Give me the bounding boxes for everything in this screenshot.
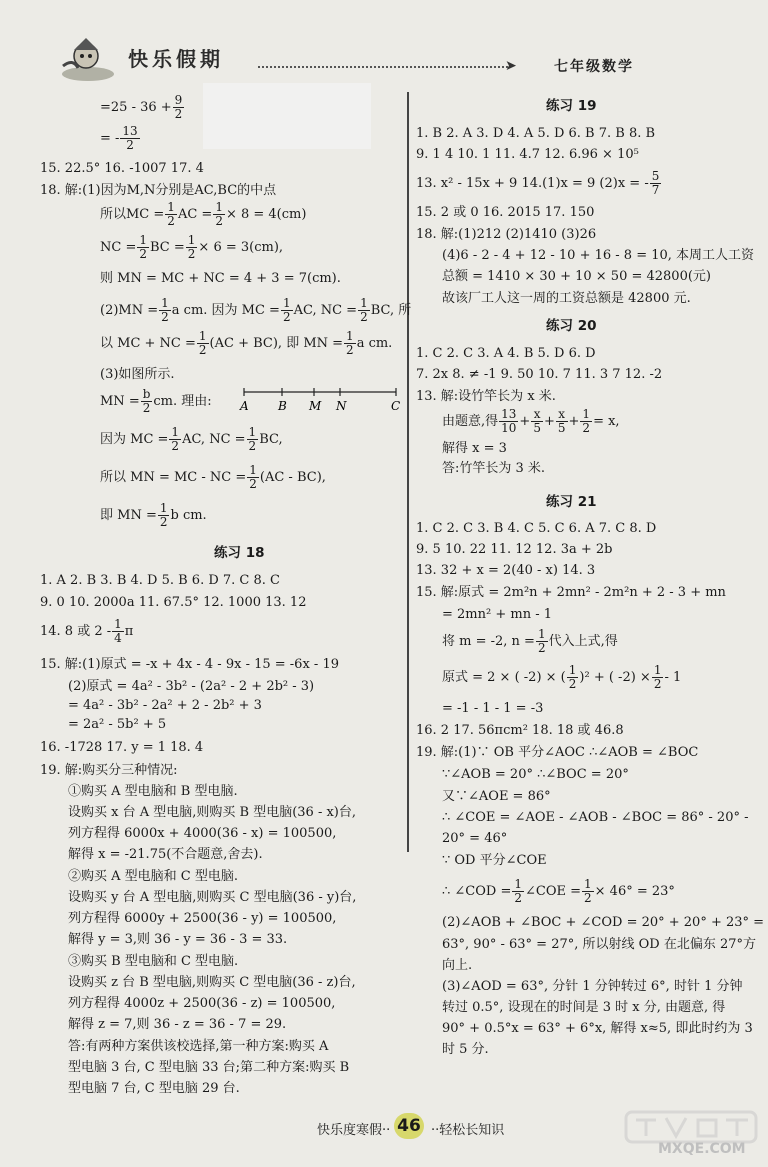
- answer-line: 以 MC + NC = $\frac{1}{2}$ (AC + BC), 即 MN = $\frac{1}{2}$ a cm.: [100, 329, 393, 357]
- answer-line: ∵ OD 平分∠COE: [442, 853, 547, 868]
- watermark-text: MXQE.COM: [658, 1141, 746, 1157]
- answer-line: 14. 8 或 2 - $\frac{1}{4}$ π: [40, 617, 134, 645]
- answer-line: (2)MN = $\frac{1}{2}$ a cm. 因为 MC = $\frac{1}{2}$ AC, NC = $\frac{1}{2}$ BC, 所: [100, 296, 412, 324]
- answer-line: 解得 x = -21.75(不合题意,舍去).: [68, 847, 263, 862]
- answer-line: 9. 0 10. 2000a 11. 67.5° 12. 1000 13. 12: [40, 595, 307, 610]
- answer-line: 18. 解:(1)因为M,N分别是AC,BC的中点: [40, 183, 277, 198]
- answer-line: (3)如图所示.: [100, 367, 175, 382]
- answer-line: 15. 解:(1)原式 = -x + 4x - 4 - 9x - 15 = -6x - 19: [40, 657, 339, 672]
- answer-line: 列方程得 4000z + 2500(36 - z) = 100500,: [68, 996, 336, 1011]
- section-title: 练习 21: [546, 494, 597, 510]
- answer-line: (2)原式 = 4a² - 3b² - (2a² - 2 + 2b² - 3): [68, 679, 315, 694]
- answer-line: = -1 - 1 - 1 = -3: [442, 701, 544, 716]
- answer-line: 设购买 z 台 B 型电脑,则购买 C 型电脑(36 - z)台,: [68, 975, 356, 990]
- answer-line: 设购买 x 台 A 型电脑,则购买 B 型电脑(36 - x)台,: [68, 805, 357, 820]
- answer-line: (3)∠AOD = 63°, 分针 1 分钟转过 6°, 时针 1 分钟: [442, 979, 743, 994]
- point-label-c: C: [391, 399, 401, 413]
- answer-line: 19. 解:购买分三种情况:: [40, 763, 178, 778]
- answer-line: MN = $\frac{b}{2}$ cm. 理由:: [100, 387, 212, 415]
- answer-line: 将 m = -2, n = $\frac{1}{2}$ 代入上式,得: [442, 627, 618, 655]
- answer-line: NC = $\frac{1}{2}$ BC = $\frac{1}{2}$ × 6 = 3(cm),: [100, 233, 284, 261]
- redacted-block: [203, 83, 371, 149]
- answer-line: 1. C 2. C 3. B 4. C 5. C 6. A 7. C 8. D: [416, 521, 657, 536]
- answer-line: 总额 = 1410 × 30 + 10 × 50 = 42800(元): [442, 269, 711, 284]
- answer-line: 9. 1 4 10. 1 11. 4.7 12. 6.96 × 10⁵: [416, 147, 639, 162]
- answer-line: 设购买 y 台 A 型电脑,则购买 C 型电脑(36 - y)台,: [68, 890, 357, 905]
- answer-line: 即 MN = $\frac{1}{2}$ b cm.: [100, 501, 207, 529]
- answer-line: 15. 22.5° 16. -1007 17. 4: [40, 161, 204, 176]
- arrow-right-icon: ➤: [505, 58, 517, 74]
- answer-line: ②购买 A 型电脑和 C 型电脑.: [68, 869, 238, 884]
- answer-line: 15. 2 或 0 16. 2015 17. 150: [416, 205, 595, 220]
- answer-line: 向上.: [442, 958, 473, 973]
- answer-line: 16. 2 17. 56πcm² 18. 18 或 46.8: [416, 723, 624, 738]
- answer-line: 型电脑 3 台, C 型电脑 33 台;第二种方案:购买 B: [68, 1060, 350, 1075]
- answer-line: 又∵∠AOE = 86°: [442, 789, 551, 804]
- answer-line: 所以MC = $\frac{1}{2}$ AC = $\frac{1}{2}$ × 8 = 4(cm): [100, 200, 307, 228]
- answer-line: ①购买 A 型电脑和 B 型电脑.: [68, 784, 238, 799]
- answer-line: ∴ ∠COD = $\frac{1}{2}$ ∠COE = $\frac{1}{2}$ × 46° = 23°: [442, 877, 675, 905]
- page-header: [0, 0, 768, 92]
- line-segment-diagram: [238, 386, 404, 414]
- footer-left-text: 快乐度寒假··: [317, 1123, 391, 1138]
- answer-line: 90° + 0.5°x = 63° + 6°x, 解得 x≈5, 即此时约为 3: [442, 1021, 753, 1036]
- answer-line: 时 5 分.: [442, 1042, 489, 1057]
- answer-line: 13. 解:设竹竿长为 x 米.: [416, 389, 556, 404]
- answer-line: 因为 MC = $\frac{1}{2}$ AC, NC = $\frac{1}{2}$ BC,: [100, 425, 283, 453]
- answer-line: = 2mn² + mn - 1: [442, 607, 552, 622]
- answer-line: ∴ ∠COE = ∠AOE - ∠AOB - ∠BOC = 86° - 20° -: [442, 810, 749, 825]
- column-divider: [407, 92, 409, 852]
- answer-line: 解得 x = 3: [442, 441, 507, 456]
- answer-line: 20° = 46°: [442, 831, 508, 846]
- answer-line: = 4a² - 3b² - 2a² + 2 - 2b² + 3: [68, 698, 262, 713]
- answer-line: ③购买 B 型电脑和 C 型电脑.: [68, 954, 239, 969]
- answer-line: 16. -1728 17. y = 1 18. 4: [40, 740, 204, 755]
- answer-line: 7. 2x 8. ≠ -1 9. 50 10. 7 11. 3 7 12. -2: [416, 367, 663, 382]
- point-label-n: N: [336, 399, 347, 413]
- answer-line: ∵∠AOB = 20° ∴∠BOC = 20°: [442, 767, 629, 782]
- answer-line: 15. 解:原式 = 2m²n + 2mn² - 2m²n + 2 - 3 + mn: [416, 585, 726, 600]
- answer-line: 答:竹竿长为 3 米.: [442, 461, 546, 476]
- header-title: 快乐假期: [128, 47, 224, 71]
- footer-right-text: ··轻松长知识: [431, 1123, 505, 1138]
- answer-line: 63°, 90° - 63° = 27°, 所以射线 OD 在北偏东 27°方: [442, 937, 757, 952]
- answer-line: = 2a² - 5b² + 5: [68, 717, 167, 732]
- answer-line: 则 MN = MC + NC = 4 + 3 = 7(cm).: [100, 271, 341, 286]
- answer-line: =25 - 36 + $\frac{9}{2}$: [100, 93, 183, 121]
- answer-line: 原式 = 2 × ( -2) × ( $\frac{1}{2}$ )² + ( -2) × $\frac{1}{2}$ - 1: [442, 663, 682, 691]
- point-label-b: B: [278, 399, 287, 413]
- header-subject: 七年级数学: [554, 59, 634, 75]
- answer-line: 型电脑 7 台, C 型电脑 29 台.: [68, 1081, 240, 1096]
- answer-line: 13. x² - 15x + 9 14.(1)x = 9 (2)x = - $\frac{5}{7}$: [416, 169, 660, 197]
- point-label-m: M: [309, 399, 322, 413]
- answer-line: 1. B 2. A 3. D 4. A 5. D 6. B 7. B 8. B: [416, 126, 656, 141]
- answer-line: 故该厂工人这一周的工资总额是 42800 元.: [442, 291, 691, 306]
- answer-line: 由题意,得 $\frac{13}{10}$ + $\frac{x}{5}$ + $\frac{x}{5}$ + $\frac{1}{2}$ = x,: [442, 407, 620, 435]
- answer-line: 9. 5 10. 22 11. 12 12. 3a + 2b: [416, 542, 613, 557]
- answer-line: 解得 z = 7,则 36 - z = 36 - 7 = 29.: [68, 1017, 287, 1032]
- page-number: 46: [394, 1113, 424, 1139]
- answer-line: 列方程得 6000y + 2500(36 - y) = 100500,: [68, 911, 337, 926]
- answer-line: 1. A 2. B 3. B 4. D 5. B 6. D 7. C 8. C: [40, 573, 280, 588]
- point-label-a: A: [240, 399, 249, 413]
- answer-line: (2)∠AOB + ∠BOC + ∠COD = 20° + 20° + 23° =: [442, 915, 765, 930]
- answer-line: 1. C 2. C 3. A 4. B 5. D 6. D: [416, 346, 596, 361]
- section-title: 练习 19: [546, 98, 597, 114]
- answer-line: 解得 y = 3,则 36 - y = 36 - 3 = 33.: [68, 932, 288, 947]
- answer-line: 18. 解:(1)212 (2)1410 (3)26: [416, 227, 597, 242]
- answer-line: 答:有两种方案供该校选择,第一种方案:购买 A: [68, 1039, 329, 1054]
- section-title: 练习 18: [214, 545, 265, 561]
- answer-line: 列方程得 6000x + 4000(36 - x) = 100500,: [68, 826, 337, 841]
- answer-line: 转过 0.5°, 设现在的时间是 3 时 x 分, 由题意, 得: [442, 1000, 726, 1015]
- answer-line: (4)6 - 2 - 4 + 12 - 10 + 16 - 8 = 10, 本周工人工资: [442, 248, 755, 263]
- section-title: 练习 20: [546, 318, 597, 334]
- answer-line: = - $\frac{13}{2}$: [100, 124, 138, 152]
- answer-line: 13. 32 + x = 2(40 - x) 14. 3: [416, 563, 596, 578]
- header-divider: [258, 66, 508, 68]
- answer-line: 19. 解:(1)∵ OB 平分∠AOC ∴∠AOB = ∠BOC: [416, 745, 699, 760]
- answer-line: 所以 MN = MC - NC = $\frac{1}{2}$ (AC - BC),: [100, 463, 326, 491]
- mascot-icon: [58, 36, 118, 84]
